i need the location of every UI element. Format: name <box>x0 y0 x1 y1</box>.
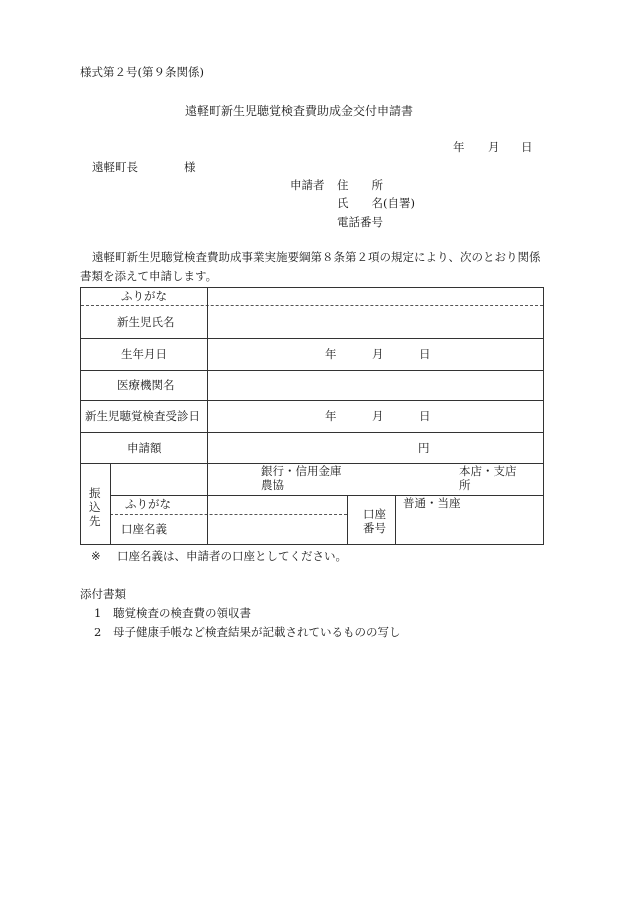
account-type-options: 普通・当座 <box>403 496 461 510</box>
applicant-name-label: 氏 名(自署) <box>337 196 415 210</box>
birth-day-label: 日 <box>419 347 431 361</box>
date-year-label: 年 <box>453 140 465 154</box>
note-text: 口座名義は、申請者の口座としてください。 <box>117 549 347 563</box>
request-amount-label: 申請額 <box>127 441 162 455</box>
intro-line-2: 書類を添えて申請します。 <box>80 269 218 283</box>
attachment-1-text: 聴覚検査の検査費の領収書 <box>113 606 251 620</box>
branch-office: 所 <box>459 478 471 492</box>
transfer-char-2: 込 <box>89 500 101 514</box>
birth-date-label: 生年月日 <box>121 347 167 361</box>
date-month-label: 月 <box>488 140 500 154</box>
furigana-label: ふりがな <box>121 289 167 303</box>
applicant-address-label: 住 所 <box>337 178 383 192</box>
attachments-heading: 添付書類 <box>80 587 126 601</box>
account-holder-label: 口座名義 <box>121 522 167 536</box>
applicant-label: 申請者 <box>290 178 325 192</box>
applicant-phone-label: 電話番号 <box>337 215 383 229</box>
bank-type-options: 銀行・信用金庫 <box>261 464 342 478</box>
account-number-label-1: 口座 <box>363 507 386 521</box>
attachment-2-text: 母子健康手帳など検査結果が記載されているものの写し <box>113 625 401 639</box>
page-title: 遠軽町新生児聴覚検査費助成金交付申請書 <box>185 104 414 118</box>
note-mark: ※ <box>91 549 101 563</box>
account-furigana-label: ふりがな <box>125 497 171 511</box>
yen-label: 円 <box>418 441 430 455</box>
account-number-label-2: 番号 <box>363 521 386 535</box>
addressee-name: 遠軽町長 <box>92 160 138 174</box>
medical-institution-label: 医療機関名 <box>117 378 175 392</box>
form-number: 様式第２号(第９条関係) <box>80 65 204 79</box>
date-day-label: 日 <box>521 140 533 154</box>
newborn-name-label: 新生児氏名 <box>117 315 175 329</box>
intro-line-1: 遠軽町新生児聴覚検査費助成事業実施要綱第８条第２項の規定により、次のとおり関係 <box>92 250 541 264</box>
addressee-honorific: 様 <box>184 160 196 174</box>
attachment-1-number: 1 <box>94 606 102 620</box>
exam-month-label: 月 <box>372 409 384 423</box>
exam-year-label: 年 <box>325 409 337 423</box>
bank-type-agri: 農協 <box>261 478 284 492</box>
exam-day-label: 日 <box>419 409 431 423</box>
birth-year-label: 年 <box>325 347 337 361</box>
application-table <box>80 287 544 545</box>
transfer-char-3: 先 <box>89 514 101 528</box>
birth-month-label: 月 <box>372 347 384 361</box>
exam-date-label: 新生児聴覚検査受診日 <box>85 409 200 423</box>
attachment-2-number: 2 <box>94 625 102 639</box>
branch-options: 本店・支店 <box>459 464 517 478</box>
transfer-char-1: 振 <box>89 486 101 500</box>
